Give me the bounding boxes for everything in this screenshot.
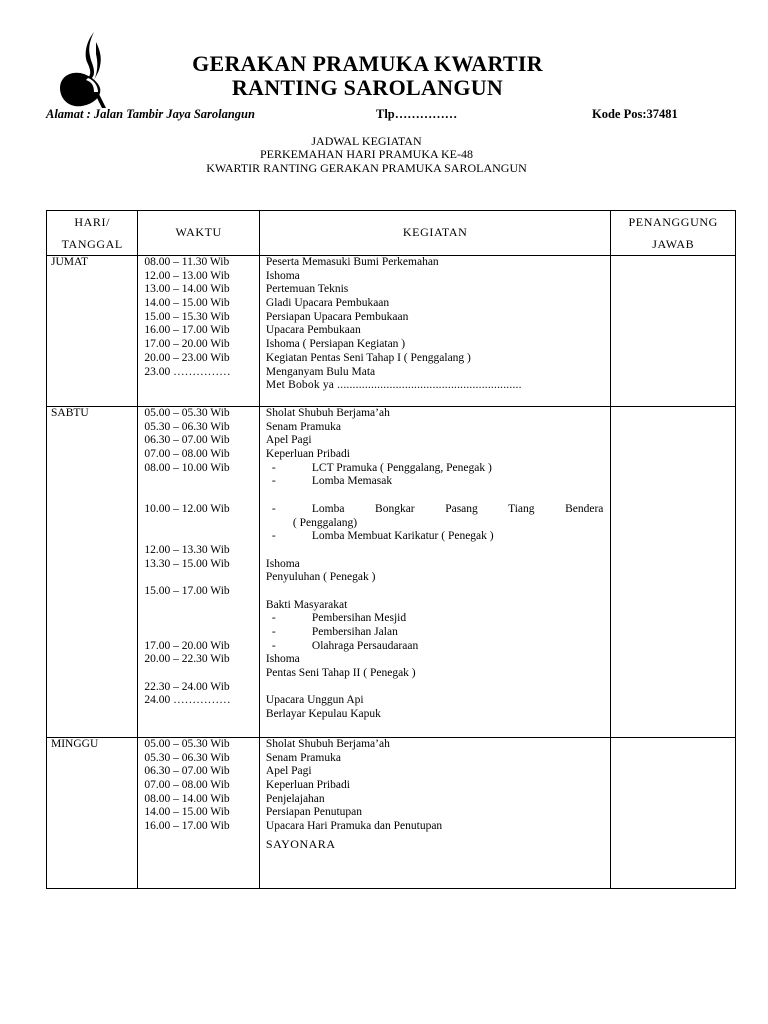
- activity-entry: Gladi Upacara Pembukaan: [265, 297, 390, 310]
- time-entry: 14.00 – 15.00 Wib: [144, 806, 230, 819]
- activity-entry: Senam Pramuka: [265, 420, 341, 433]
- header-responsible-line2: JAWAB: [652, 237, 695, 251]
- header-time: WAKTU: [138, 211, 260, 256]
- time-entry: 12.00 – 13.00 Wib: [144, 269, 230, 282]
- time-entry: 08.00 – 14.00 Wib: [144, 792, 230, 805]
- activity-cell: [259, 256, 611, 407]
- schedule-table: [46, 210, 736, 889]
- activity-entry: Peserta Memasuki Bumi Perkemahan: [265, 256, 439, 268]
- time-entry: 17.00 – 20.00 Wib: [144, 639, 230, 652]
- header-responsible: [611, 211, 736, 256]
- activity-entry: Upacara Hari Pramuka dan Penutupan: [265, 820, 443, 833]
- time-cell: [138, 738, 260, 889]
- sub-activity: [266, 626, 604, 640]
- activity-entry: Penyuluhan ( Penegak ): [265, 571, 376, 584]
- activity-entry: Sholat Shubuh Berjama’ah: [265, 738, 390, 750]
- activity-entry: Ishoma ( Persiapan Kegiatan ): [265, 338, 406, 351]
- activity-entry: Bakti Masyarakat: [265, 598, 348, 611]
- activity-entry: Keperluan Pribadi: [265, 448, 350, 461]
- bullet-dash: -: [271, 530, 276, 543]
- activity-entry: Ishoma: [265, 653, 300, 666]
- table-header-row: [47, 211, 736, 256]
- time-entry: 06.30 – 07.00 Wib: [144, 765, 230, 778]
- activity-entry: Keperluan Pribadi: [265, 779, 350, 792]
- activity-entry: Berlayar Kepulau Kapuk: [265, 708, 381, 721]
- time-entry: 05.00 – 05.30 Wib: [144, 738, 230, 750]
- sub-activity: [266, 503, 604, 517]
- bullet-dash: -: [271, 612, 276, 625]
- organization-name-line2: RANTING SAROLANGUN: [231, 75, 504, 100]
- time-entry: 06.30 – 07.00 Wib: [144, 434, 230, 447]
- activity-entry: Apel Pagi: [265, 765, 312, 778]
- time-entry: 05.30 – 06.30 Wib: [144, 420, 230, 433]
- time-entry: 22.30 – 24.00 Wib: [144, 680, 230, 693]
- header-day-line2: TANGGAL: [61, 237, 123, 251]
- time-entry: 12.00 – 13.30 Wib: [144, 543, 230, 556]
- sub-activity-label: Olahraga Persaudaraan: [311, 639, 419, 652]
- sub-activity-continuation: ( Penggalang): [292, 516, 358, 529]
- address: Alamat : Jalan Tambir Jaya Sarolangun: [46, 107, 255, 121]
- time-entry: 07.00 – 08.00 Wib: [144, 779, 230, 792]
- table-row-minggu: [47, 738, 736, 889]
- time-entry: 17.00 – 20.00 Wib: [144, 338, 230, 351]
- time-entry: 05.30 – 06.30 Wib: [144, 751, 230, 764]
- event-title: PERKEMAHAN HARI PRAMUKA KE-48: [259, 147, 473, 161]
- activity-entry: Persiapan Upacara Pembukaan: [265, 310, 409, 323]
- activity-cell: [259, 738, 611, 889]
- postal-code: Kode Pos:37481: [592, 107, 678, 121]
- activity-entry: Persiapan Penutupan: [265, 806, 363, 819]
- activity-cell: [259, 407, 611, 738]
- header-day: [47, 211, 138, 256]
- schedule-title: JADWAL KEGIATAN: [311, 134, 422, 148]
- bullet-dash: -: [271, 475, 276, 488]
- responsible-cell: [611, 407, 736, 738]
- sub-activity-label: LCT Pramuka ( Penggalang, Penegak ): [311, 461, 492, 474]
- time-entry: 07.00 – 08.00 Wib: [144, 448, 230, 461]
- activity-entry: Ishoma: [265, 269, 300, 282]
- activity-entry: Upacara Unggun Api: [265, 694, 364, 707]
- time-entry: 16.00 – 17.00 Wib: [144, 324, 230, 337]
- activity-entry: Penjelajahan: [265, 792, 325, 805]
- time-cell: [138, 407, 260, 738]
- sub-activity: [266, 475, 604, 489]
- activity-entry: Upacara Pembukaan: [265, 324, 361, 337]
- day-cell: MINGGU: [47, 738, 138, 889]
- sub-activity: [266, 530, 604, 544]
- activity-entry: Pentas Seni Tahap II ( Penegak ): [265, 667, 416, 680]
- bullet-dash: -: [271, 626, 276, 638]
- pramuka-tunas-kelapa-logo: [54, 30, 108, 110]
- header-activity: KEGIATAN: [259, 211, 611, 256]
- time-entry: 20.00 – 22.30 Wib: [144, 653, 230, 666]
- activity-entry: Met Bobok ya ............................................................: [265, 379, 522, 392]
- sub-activity: [266, 640, 604, 654]
- header-responsible-line1: PENANGGUNG: [628, 215, 718, 229]
- sub-activity-label: Lomba Bongkar Pasang Tiang Bendera: [311, 502, 604, 515]
- time-cell: [138, 256, 260, 407]
- time-entry: 08.00 – 10.00 Wib: [144, 461, 230, 474]
- time-entry: 13.30 – 15.00 Wib: [144, 557, 230, 570]
- time-entry: 20.00 – 23.00 Wib: [144, 351, 230, 364]
- time-entry: 15.00 – 15.30 Wib: [144, 310, 230, 323]
- table-row-jumat: [47, 256, 736, 407]
- activity-entry: Menganyam Bulu Mata: [265, 365, 376, 378]
- time-entry: 05.00 – 05.30 Wib: [144, 407, 230, 419]
- time-entry: 14.00 – 15.00 Wib: [144, 297, 230, 310]
- bullet-dash: -: [271, 461, 276, 474]
- responsible-cell: [611, 738, 736, 889]
- bullet-dash: -: [271, 639, 276, 652]
- time-entry: 13.00 – 14.00 Wib: [144, 283, 230, 296]
- time-entry: 23.00 ……………: [144, 365, 231, 378]
- activity-entry: Kegiatan Pentas Seni Tahap I ( Penggalang ): [265, 351, 471, 364]
- time-entry: 16.00 – 17.00 Wib: [144, 820, 230, 833]
- time-entry: 24.00 ……………: [144, 694, 231, 707]
- activity-entry: Pertemuan Teknis: [265, 283, 349, 296]
- sub-activity-label: Pembersihan Mesjid: [311, 612, 407, 625]
- sub-activity-label: Pembersihan Jalan: [311, 626, 398, 638]
- activity-entry: Apel Pagi: [265, 434, 312, 447]
- bullet-dash: -: [271, 502, 276, 515]
- sub-activity: [266, 462, 604, 476]
- sub-activity-label: Lomba Memasak: [311, 475, 393, 488]
- activity-entry: Sholat Shubuh Berjama’ah: [265, 407, 390, 419]
- time-entry: 08.00 – 11.30 Wib: [144, 256, 230, 268]
- sub-activity: [266, 612, 604, 626]
- sub-activity-label: Lomba Membuat Karikatur ( Penegak ): [311, 530, 494, 543]
- time-entry: 15.00 – 17.00 Wib: [144, 584, 230, 597]
- activity-entry: Ishoma: [265, 557, 300, 570]
- organization-name-line1: GERAKAN PRAMUKA KWARTIR: [192, 51, 543, 76]
- activity-entry: Senam Pramuka: [265, 751, 341, 764]
- day-cell: SABTU: [47, 407, 138, 738]
- responsible-cell: [611, 256, 736, 407]
- phone: Tlp……………: [376, 107, 458, 121]
- closing-text: SAYONARA: [265, 836, 336, 851]
- header-day-line1: HARI/: [74, 215, 111, 229]
- table-row-sabtu: [47, 407, 736, 738]
- day-cell: JUMAT: [47, 256, 138, 407]
- time-entry: 10.00 – 12.00 Wib: [144, 502, 230, 515]
- organizer-title: KWARTIR RANTING GERAKAN PRAMUKA SAROLANGUN: [206, 161, 527, 175]
